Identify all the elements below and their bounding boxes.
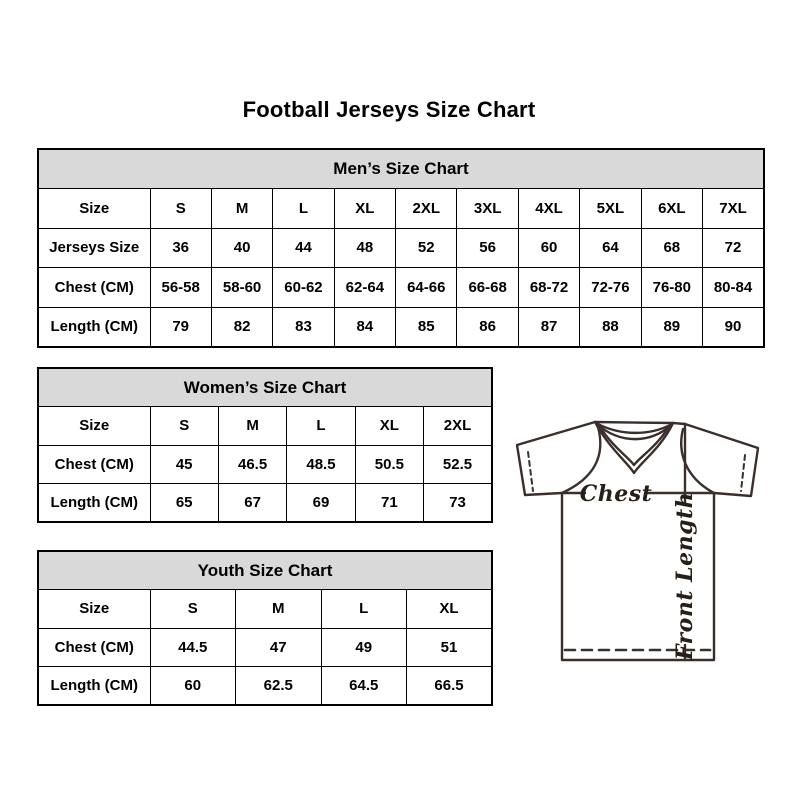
table-row	[38, 667, 492, 706]
value-cell: 76-80	[641, 268, 702, 308]
column-header-row	[38, 189, 764, 229]
front-length-label: Front Length	[672, 491, 698, 661]
value-cell: 89	[641, 307, 702, 347]
row-label-cell: Jerseys Size	[38, 228, 150, 268]
value-cell: 51	[407, 628, 493, 667]
table-title: Women’s Size Chart	[38, 368, 492, 407]
value-cell: 40	[211, 228, 272, 268]
table-title-row	[38, 149, 764, 189]
value-cell: 48.5	[287, 445, 355, 484]
column-header-cell: 2XL	[424, 407, 492, 446]
column-header-cell: XL	[407, 590, 493, 629]
value-cell: 79	[150, 307, 211, 347]
value-cell: 68-72	[518, 268, 579, 308]
column-header-row	[38, 407, 492, 446]
value-cell: 52	[396, 228, 457, 268]
left-cuff-dashed-line	[528, 452, 533, 491]
column-header-cell: L	[321, 590, 407, 629]
mens-size-chart-table	[37, 148, 765, 348]
value-cell: 86	[457, 307, 518, 347]
column-header-cell: 5XL	[580, 189, 641, 229]
column-header-cell: L	[287, 407, 355, 446]
column-header-cell: L	[273, 189, 334, 229]
column-header-cell: M	[236, 590, 322, 629]
column-header-cell: S	[150, 590, 236, 629]
table-row	[38, 307, 764, 347]
value-cell: 56	[457, 228, 518, 268]
value-cell: 84	[334, 307, 395, 347]
value-cell: 64.5	[321, 667, 407, 706]
value-cell: 60-62	[273, 268, 334, 308]
value-cell: 66.5	[407, 667, 493, 706]
table-title-row	[38, 368, 492, 407]
value-cell: 44	[273, 228, 334, 268]
value-cell: 45	[150, 445, 218, 484]
value-cell: 82	[211, 307, 272, 347]
value-cell: 72-76	[580, 268, 641, 308]
value-cell: 48	[334, 228, 395, 268]
row-label-cell: Length (CM)	[38, 484, 150, 523]
column-header-cell: S	[150, 189, 211, 229]
column-header-cell: 7XL	[703, 189, 764, 229]
column-header-cell: 6XL	[641, 189, 702, 229]
value-cell: 65	[150, 484, 218, 523]
value-cell: 49	[321, 628, 407, 667]
value-cell: 88	[580, 307, 641, 347]
value-cell: 83	[273, 307, 334, 347]
value-cell: 62.5	[236, 667, 322, 706]
jersey-measurement-diagram	[505, 405, 775, 670]
value-cell: 72	[703, 228, 764, 268]
value-cell: 44.5	[150, 628, 236, 667]
table-row	[38, 268, 764, 308]
value-cell: 56-58	[150, 268, 211, 308]
value-cell: 66-68	[457, 268, 518, 308]
table-row	[38, 228, 764, 268]
value-cell: 47	[236, 628, 322, 667]
column-header-cell: M	[211, 189, 272, 229]
value-cell: 85	[396, 307, 457, 347]
column-header-cell: XL	[334, 189, 395, 229]
table-title: Men’s Size Chart	[38, 149, 764, 189]
column-header-row	[38, 590, 492, 629]
column-header-cell: XL	[355, 407, 423, 446]
table-title: Youth Size Chart	[38, 551, 492, 590]
row-label-cell: Length (CM)	[38, 307, 150, 347]
value-cell: 46.5	[218, 445, 286, 484]
row-label-cell: Chest (CM)	[38, 628, 150, 667]
value-cell: 71	[355, 484, 423, 523]
table-title-row	[38, 551, 492, 590]
womens-size-chart-table	[37, 367, 493, 523]
table-row	[38, 445, 492, 484]
value-cell: 50.5	[355, 445, 423, 484]
column-header-cell: 4XL	[518, 189, 579, 229]
value-cell: 52.5	[424, 445, 492, 484]
column-header-cell: 3XL	[457, 189, 518, 229]
page-title: Football Jerseys Size Chart	[242, 97, 536, 122]
row-label-cell: Length (CM)	[38, 667, 150, 706]
value-cell: 62-64	[334, 268, 395, 308]
value-cell: 64-66	[396, 268, 457, 308]
value-cell: 68	[641, 228, 702, 268]
value-cell: 60	[150, 667, 236, 706]
row-label-cell: Size	[38, 189, 150, 229]
value-cell: 80-84	[703, 268, 764, 308]
value-cell: 58-60	[211, 268, 272, 308]
column-header-cell: M	[218, 407, 286, 446]
table-row	[38, 484, 492, 523]
column-header-cell: 2XL	[396, 189, 457, 229]
value-cell: 69	[287, 484, 355, 523]
youth-size-chart-table	[37, 550, 493, 706]
value-cell: 90	[703, 307, 764, 347]
table-row	[38, 628, 492, 667]
value-cell: 60	[518, 228, 579, 268]
column-header-cell: S	[150, 407, 218, 446]
value-cell: 73	[424, 484, 492, 523]
value-cell: 67	[218, 484, 286, 523]
right-cuff-dashed-line	[741, 455, 745, 491]
value-cell: 36	[150, 228, 211, 268]
row-label-cell: Size	[38, 407, 150, 446]
value-cell: 64	[580, 228, 641, 268]
row-label-cell: Size	[38, 590, 150, 629]
row-label-cell: Chest (CM)	[38, 445, 150, 484]
value-cell: 87	[518, 307, 579, 347]
jersey-right-sleeve-outline	[685, 424, 758, 496]
row-label-cell: Chest (CM)	[38, 268, 150, 308]
chest-label: Chest	[579, 481, 653, 507]
